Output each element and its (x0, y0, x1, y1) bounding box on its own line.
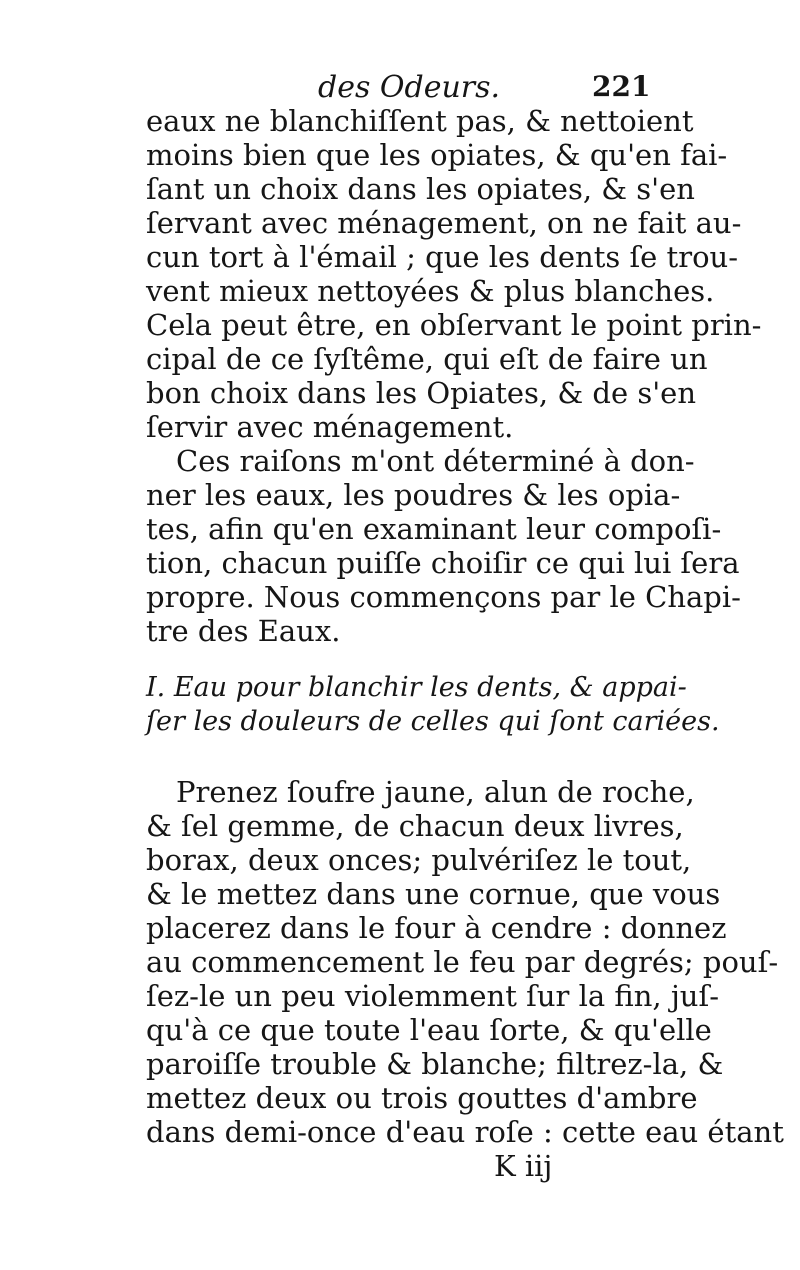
text-line: qu'à ce que toute l'eau ſorte, & qu'elle (146, 1013, 712, 1047)
text-line: propre. Nous commençons par le Chapi- (146, 580, 741, 614)
text-line: cipal de ce ſyſtême, qui eſt de faire un (146, 342, 708, 376)
text-line: ſant un choix dans les opiates, & s'en (146, 172, 695, 206)
text-line: Ces raiſons m'ont déterminé à don- (176, 444, 695, 478)
text-line: ſervant avec ménagement, on ne fait au- (146, 206, 742, 240)
text-line: au commencement le feu par degrés; pouſ- (146, 945, 779, 979)
text-line: paroiſſe trouble & blanche; filtrez-la, & (146, 1047, 724, 1081)
text-line: ner les eaux, les poudres & les opia- (146, 478, 681, 512)
running-head (0, 70, 800, 104)
text-line: borax, deux onces; pulvériſez le tout, (146, 843, 692, 877)
text-line: dans demi-once d'eau roſe : cette eau étant (146, 1115, 784, 1149)
section-heading: ſer les douleurs de celles qui ſont cariées. (146, 706, 720, 737)
text-line: bon choix dans les Opiates, & de s'en (146, 376, 697, 410)
text-line: tes, afin qu'en examinant leur compoſi- (146, 512, 722, 546)
text-line: Prenez ſoufre jaune, alun de roche, (176, 775, 695, 809)
text-line: placerez dans le four à cendre : donnez (146, 911, 727, 945)
text-line: & ſel gemme, de chacun deux livres, (146, 809, 684, 843)
text-line: ſervir avec ménagement. (146, 410, 514, 444)
text-line: Cela peut être, en obſervant le point prin- (146, 308, 762, 342)
text-line: vent mieux nettoyées & plus blanches. (146, 274, 715, 308)
section-heading: I. Eau pour blanchir les dents, & appai- (146, 672, 687, 703)
text-line: tion, chacun puiſſe choiſir ce qui lui ſera (146, 546, 740, 580)
text-line: moins bien que les opiates, & qu'en fai- (146, 138, 728, 172)
text-line: ſez-le un peu violemment ſur la fin, juſ- (146, 979, 720, 1013)
text-line: cun tort à l'émail ; que les dents ſe trou- (146, 240, 739, 274)
text-line: eaux ne blanchiſſent pas, & nettoient (146, 104, 694, 138)
text-line: & le mettez dans une cornue, que vous (146, 877, 721, 911)
running-title: des Odeurs. (318, 70, 501, 105)
page-number: 221 (592, 70, 651, 103)
text-line: mettez deux ou trois gouttes d'ambre (146, 1081, 698, 1115)
text-line: tre des Eaux. (146, 614, 341, 648)
catchword: K iij (494, 1149, 553, 1183)
